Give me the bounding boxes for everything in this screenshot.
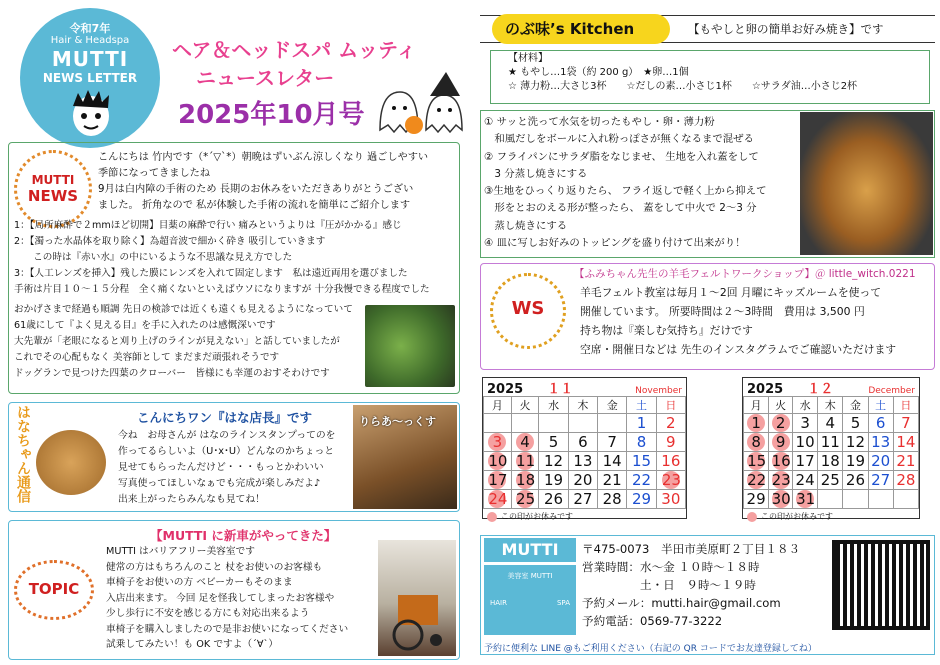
ws-text	[580, 283, 930, 359]
calendar-day	[511, 452, 539, 471]
weekday-label: 月	[744, 397, 769, 414]
topic-badge	[14, 560, 94, 620]
topic-line: 少し歩行に不安を感じる方にも対応出来るよう	[106, 608, 310, 619]
ghost-icon	[372, 70, 472, 140]
calendar-day-number: 14	[602, 452, 622, 470]
calendar-day	[893, 433, 918, 452]
calendar-day	[568, 490, 597, 509]
calendar-day	[568, 414, 597, 433]
calendar-day-number: 9	[772, 433, 790, 451]
shop-mail[interactable]: 予約メール：mutti.hair@gmail.com	[582, 596, 781, 610]
calendar-day-number: 8	[636, 433, 647, 451]
calendar-day-number: 9	[666, 433, 676, 451]
calendar-year: 2025	[747, 382, 784, 397]
calendar-day	[656, 433, 685, 452]
calendar-day	[769, 414, 793, 433]
weekday-label: 木	[818, 397, 843, 414]
calendar-day-number: 20	[871, 452, 891, 470]
calendar-day-number: 10	[795, 433, 815, 451]
calendar-day-number: 11	[516, 452, 536, 470]
ws-line: 空席・開催日などは 先生のインスタグラムでご確認いただけます	[580, 343, 897, 356]
news-step: 3：【人工レンズを挿入】残した膜にレンズを入れて固定します 私は遠近両用を選びました	[14, 268, 408, 279]
calendar-day	[511, 490, 539, 509]
weekday-label: 月	[484, 397, 512, 414]
calendar-day-number: 2	[772, 414, 790, 432]
news-badge	[14, 150, 92, 228]
calendar-day	[656, 471, 685, 490]
calendar-day	[568, 471, 597, 490]
weekday-label: 水	[793, 397, 818, 414]
recipe-step: ① サッと洗って水気を切ったもやし・卵・薄力粉	[484, 116, 715, 128]
topic-line: 車椅子をお使いの方 ベビーカーもそのまま	[106, 577, 293, 588]
recipe-step: ④ 皿に写しお好みのトッピングを盛り付けて出来がり！	[484, 237, 746, 250]
calendar-day	[627, 471, 656, 490]
calendar-day	[598, 471, 627, 490]
wheelchair-icon	[378, 540, 456, 656]
calendar-day	[511, 471, 539, 490]
calendar-day-number: 2	[666, 414, 676, 432]
news-line: ました。 折角なので 私が体験した手術の流れを簡単にご紹介します	[98, 200, 411, 211]
calendar-day-number: 25	[820, 471, 840, 489]
topic-line: 健常の方はもちろんのこと 杖をお使いのお客様も	[106, 561, 323, 573]
topic-line: 車椅子を購入しましたので是非お使いになってください	[106, 623, 349, 635]
hana-line: 今ね お母さんが はなのラインスタンプってのを	[118, 430, 336, 441]
shop-card	[484, 565, 576, 635]
calendar-day	[818, 414, 843, 433]
calendar-day	[793, 414, 818, 433]
topic-line: 試乗してみたい！も OK ですよ（´∀`）	[106, 639, 279, 650]
calendar-day	[868, 433, 893, 452]
calendar-day-number: 6	[578, 433, 588, 451]
topic-line: MUTTI はバリアフリー美容室です	[106, 546, 255, 557]
calendar-day-number: 22	[747, 471, 767, 489]
calendar-day	[744, 490, 769, 509]
news-line: 9月は白内障の手術のため 長期のお休みをいただきありがとうござい	[98, 184, 414, 195]
calendar-day	[818, 433, 843, 452]
calendar-day-number: 28	[896, 471, 916, 489]
weekday-label: 火	[511, 397, 539, 414]
calendar-day	[843, 433, 868, 452]
calendar-day	[484, 414, 512, 433]
calendar-day-number: 3	[488, 433, 506, 451]
weekday-label: 土	[868, 397, 893, 414]
calendar-day	[539, 471, 568, 490]
ws-line: 開催しています。 所要時間は２～3時間 費用は 3,500 円	[580, 305, 865, 318]
calendar-november	[482, 377, 687, 519]
calendar-header	[483, 378, 686, 396]
calendar-day-number: 5	[548, 433, 559, 451]
calendar-day-number: 13	[573, 452, 593, 470]
recipe-step: 3 分蒸し焼きにする	[484, 167, 588, 180]
calendar-day-number: 7	[607, 433, 617, 451]
recipe-step: 和風だしをボールに入れ粉っぽさが無くなるまで混ぜる	[484, 133, 754, 146]
calendar-day	[484, 490, 512, 509]
calendar-day-number: 6	[875, 414, 886, 432]
weekday-label: 土	[627, 397, 656, 414]
calendar-day	[744, 414, 769, 433]
calendar-day	[568, 452, 597, 471]
calendar-day	[769, 471, 793, 490]
calendar-day-number: 29	[631, 490, 652, 508]
calendar-day-number: 10	[488, 452, 508, 470]
holiday-dot-icon	[747, 512, 757, 522]
calendar-day-number: 25	[516, 490, 536, 508]
calendar-day-number: 18	[516, 471, 536, 489]
calendar-day	[598, 490, 627, 509]
news-after-line: これでその心配もなく 美容師として まだまだ頑張れそうです	[14, 352, 280, 363]
calendar-day-number: 1	[636, 414, 647, 432]
calendar-day-number: 14	[896, 433, 916, 451]
calendar-day-number: 12	[544, 452, 564, 470]
shop-hours: 土・日 ９時～１９時	[582, 578, 756, 592]
calendar-day	[539, 490, 568, 509]
calendar-day-number: 19	[544, 471, 564, 489]
dog-photo	[353, 405, 457, 509]
news-step: 1：【局所麻酔で２mmほど切開】目薬の麻酔で行い 痛みというよりは『圧がかかる』感じ	[14, 220, 402, 231]
calendar-day	[539, 414, 568, 433]
shop-details	[582, 540, 832, 630]
calendar-day	[627, 433, 656, 452]
recipe-step: 形をとおのえる形が整ったら、 蓋をして中火で 2～3 分	[484, 202, 757, 215]
news-after-line: ドッグランで見つけた四葉のクローバー 皆様にも幸運のおすそわけです	[14, 368, 330, 379]
weekday-label: 金	[598, 397, 627, 414]
calendar-day-number: 30	[771, 490, 791, 508]
calendar-day-number: 31	[796, 490, 816, 508]
calendar-day	[568, 433, 597, 452]
calendar-day-number: 27	[573, 490, 593, 508]
logo-news: NEWS LETTER	[42, 71, 138, 85]
calendar-day	[539, 452, 568, 471]
news-after	[14, 302, 364, 382]
badge-news: NEWS	[27, 187, 79, 205]
dog-photo-caption: りらあ～っくす	[359, 415, 436, 428]
calendar-december	[742, 377, 920, 519]
recipe-step: ③生地をひっくり返りたら、 フライ返しで軽く上から抑えて	[484, 185, 767, 198]
calendar-day-number: 20	[573, 471, 593, 489]
news-line: 季節になってきましたね	[98, 168, 211, 179]
hana-line: 見せてもらったんだけど・・・もっとかわいい	[118, 462, 324, 473]
calendar-day	[868, 414, 893, 433]
kitchen-dish: 【もやしと卵の簡単お好み焼き】です	[688, 22, 884, 36]
ws-line: 持ち物は『楽しむ気持ち』だけです	[580, 324, 753, 337]
calendar-day-number: 17	[488, 471, 508, 489]
wheelchair-photo	[378, 540, 456, 656]
calendar-day	[818, 452, 843, 471]
calendar-day-number: 22	[631, 471, 652, 489]
ws-badge	[490, 273, 566, 349]
calendar-day	[868, 471, 893, 490]
calendar-day-number: 23	[771, 471, 791, 489]
calendar-day-number: 16	[661, 452, 681, 470]
calendar-day-number: 26	[845, 471, 866, 489]
calendar-day-number: 1	[747, 414, 765, 432]
calendar-day-number: 21	[602, 471, 622, 489]
calendar-day-number: 4	[825, 414, 836, 432]
calendar-day	[598, 414, 627, 433]
calendar-day	[893, 452, 918, 471]
calendar-day	[769, 490, 793, 509]
calendar-day	[656, 452, 685, 471]
calendar-header	[743, 378, 919, 396]
shop-card-hair: HAIR	[490, 599, 507, 607]
calendar-year: 2025	[487, 382, 524, 397]
calendar-day	[793, 452, 818, 471]
calendar-day	[656, 414, 685, 433]
calendar-day	[744, 433, 769, 452]
calendar-day	[843, 414, 868, 433]
topic-line: 入店出来ます。 今回 足を怪我してしまったお客様や	[106, 592, 335, 604]
calendar-day	[539, 433, 568, 452]
shop-card-brand: 美容室 MUTTI	[507, 572, 553, 580]
calendar-day	[893, 414, 918, 433]
hana-text	[118, 428, 353, 508]
calendar-day-number: 15	[631, 452, 652, 470]
mascot-icon	[68, 88, 114, 138]
calendar-legend-text: この印がお休みです	[501, 512, 573, 521]
calendar-day	[769, 452, 793, 471]
calendar-day-number: 13	[871, 433, 891, 451]
calendar-day-number: 11	[820, 433, 840, 451]
news-after-line: 大先輩が「老眼になると刈り上げのラインが見えない」と話していましたが	[14, 336, 340, 347]
calendar-day	[893, 490, 918, 509]
calendar-day-number: 24	[488, 490, 508, 508]
hana-side-title: はなちゃん通信	[15, 405, 31, 503]
calendar-day	[843, 452, 868, 471]
calendar-day	[656, 490, 685, 509]
recipe-step: 蒸し焼きにする	[484, 219, 568, 232]
shop-name: MUTTI	[484, 538, 576, 562]
news-step: 手術は片目１０～１５分程 全く痛くないといえばウソになりますが 十分我慢できる程度でした	[14, 284, 430, 295]
title-line2: ニュースレター	[196, 66, 335, 90]
calendar-legend	[743, 509, 919, 524]
hana-title: こんにちワン『はな店長』です	[137, 410, 313, 425]
badge-mutti: MUTTI	[31, 173, 75, 187]
calendar-day-number: 30	[661, 490, 681, 508]
shop-postal: 〒475-0073 半田市美原町２丁目１８３	[582, 542, 801, 556]
weekday-label: 日	[656, 397, 685, 414]
materials-text	[508, 52, 857, 94]
calendar-day-number: 8	[747, 433, 765, 451]
ws-line: 羊毛フェルト教室は毎月１～2回 月曜にキッズルームを使って	[580, 286, 882, 299]
calendar-day-number: 16	[771, 452, 791, 470]
calendar-day-number: 21	[896, 452, 916, 470]
calendar-day	[868, 452, 893, 471]
recipe-steps	[484, 114, 794, 252]
materials-line: ★ もやし…1袋（約 200 g） ★卵…1個	[508, 67, 689, 78]
calendar-day	[484, 433, 512, 452]
calendar-legend	[483, 509, 686, 524]
calendar-day	[627, 414, 656, 433]
hana-line: 出来上がったらみんなも見てね！	[118, 494, 265, 505]
logo-era: 令和7年	[69, 22, 111, 35]
ws-badge-label: WS	[511, 298, 545, 319]
calendar-month-name: November	[635, 386, 682, 396]
issue-month: 2025年10月号	[178, 100, 365, 130]
news-after-line: おかげさまで経過も順調 先日の検診では近くも遠くも見えるようになっていて	[14, 304, 353, 315]
mutti-logo	[20, 8, 160, 148]
shop-hours: 営業時間：水～金 １０時～１８時	[582, 560, 760, 574]
news-intro	[98, 150, 458, 214]
calendar-day	[769, 433, 793, 452]
news-step: この時は『赤い水』の中にいるような不思議な見え方でした	[14, 252, 293, 263]
calendar-month: １２	[807, 382, 834, 397]
hana-line: 作ってるらしいよ（U･x･U）どんなのかちょっと	[118, 446, 335, 457]
calendar-day-number: 28	[602, 490, 622, 508]
calendar-day	[511, 414, 539, 433]
calendar-day-number: 27	[871, 471, 891, 489]
clover-photo	[365, 305, 455, 387]
calendar-day	[598, 433, 627, 452]
weekday-label: 火	[769, 397, 793, 414]
news-line: こんにちは 竹内です（*´▽`*）朝晩はずいぶん涼しくなり 過ごしやすい	[98, 152, 429, 163]
calendar-day	[868, 490, 893, 509]
weekday-label: 金	[843, 397, 868, 414]
weekday-label: 水	[539, 397, 568, 414]
calendar-day-number: 7	[901, 414, 911, 432]
calendar-day-number: 29	[746, 490, 766, 508]
calendar-day	[484, 471, 512, 490]
okonomiyaki-photo	[800, 112, 933, 255]
topic-text	[106, 544, 376, 653]
weekday-label: 木	[568, 397, 597, 414]
calendar-legend-text: この印がお休みです	[761, 512, 833, 521]
calendar-day	[744, 452, 769, 471]
calendar-month: １１	[547, 382, 574, 397]
calendar-day-number: 5	[850, 414, 861, 432]
calendar-day	[818, 471, 843, 490]
dog-illustration	[36, 430, 106, 495]
calendar-day-number: 3	[800, 414, 810, 432]
calendar-day	[598, 452, 627, 471]
logo-brand: MUTTI	[51, 47, 129, 71]
calendar-day	[627, 452, 656, 471]
calendar-day	[818, 490, 843, 509]
calendar-day	[627, 490, 656, 509]
calendar-day	[484, 452, 512, 471]
hana-line: 写真使ってほしいなぁでも完成が楽しみだよ♪	[118, 478, 321, 489]
calendar-day	[793, 471, 818, 490]
topic-title: 【MUTTI に新車がやってきた】	[150, 528, 337, 543]
calendar-day	[843, 471, 868, 490]
calendar-day	[893, 471, 918, 490]
shop-line-note: 予約に便利な LINE @もご利用ください（右記の QR コードでお友達登録してね）	[484, 644, 817, 654]
logo-sub: Hair & Headspa	[50, 35, 130, 46]
calendar-day	[793, 433, 818, 452]
news-steps	[14, 218, 454, 298]
kitchen-title: のぶ味’s Kitchen	[505, 20, 635, 38]
materials-line: ☆ 薄力粉…大さじ3杯 ☆だしの素…小さじ1杯 ☆サラダ油…小さじ2杯	[508, 81, 858, 92]
calendar-day	[511, 433, 539, 452]
weekday-label: 日	[893, 397, 918, 414]
title-line1: ヘア＆ヘッドスパ ムッティ	[172, 38, 417, 62]
topic-badge-label: TOPIC	[28, 580, 80, 598]
materials-label: 【材料】	[508, 53, 548, 64]
news-after-line: 61歳にして『よく見える目』を手に入れたのは感慨深いです	[14, 320, 276, 331]
calendar-day	[744, 471, 769, 490]
calendar-month-name: December	[868, 386, 915, 396]
qr-code-icon[interactable]	[832, 540, 930, 630]
calendar-day	[793, 490, 818, 509]
calendar-day-number: 15	[747, 452, 767, 470]
recipe-step: ② フライパンにサラダ脂をなじませ、 生地を入れ蓋をして	[484, 150, 759, 163]
calendar-day-number: 17	[795, 452, 815, 470]
calendar-day-number: 18	[820, 452, 840, 470]
calendar-day-number: 26	[544, 490, 564, 508]
ws-title: 【ふみちゃん先生の羊毛フェルトワークショップ】＠ little_witch.0221	[574, 268, 916, 280]
holiday-dot-icon	[487, 512, 497, 522]
news-step: 2：【濁った水晶体を取り除く】為超音波で細かく砕き 吸引していきます	[14, 236, 326, 247]
calendar-day	[843, 490, 868, 509]
calendar-day-number: 12	[845, 433, 866, 451]
calendar-day-number: 4	[516, 433, 534, 451]
calendar-day-number: 24	[795, 471, 815, 489]
shop-card-spa: SPA	[556, 599, 570, 607]
shop-tel[interactable]: 予約電話：0569-77-3222	[582, 614, 723, 628]
calendar-day-number: 19	[845, 452, 866, 470]
calendar-day-number: 23	[661, 471, 681, 489]
